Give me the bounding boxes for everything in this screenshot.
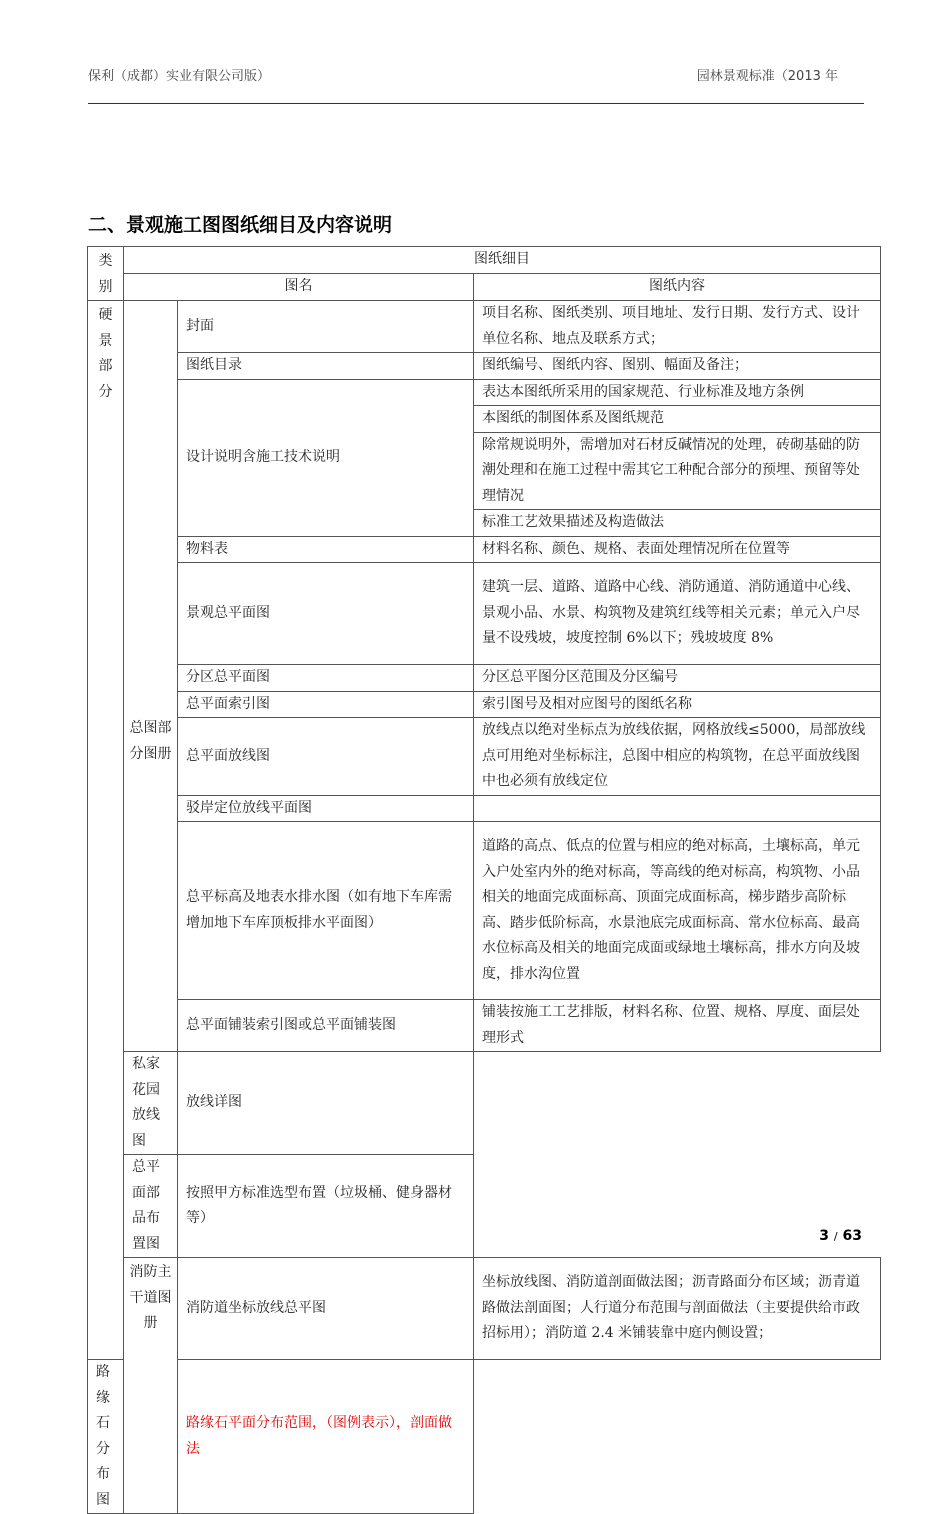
drawing-content: 放线点以绝对坐标点为放线依据，网格放线≤5000，局部放线点可用绝对坐标标注，总图中相应的构筑物，在总平面放线图中也必须有放线定位: [474, 718, 881, 796]
column-header-content: 图纸内容: [474, 274, 881, 301]
drawing-content: 材料名称、颜色、规格、表面处理情况所在位置等: [474, 536, 881, 563]
header-divider: [88, 103, 864, 104]
table-row: [88, 1360, 881, 1514]
table-row: [88, 301, 881, 353]
drawing-content: 按照甲方标准选型布置（垃圾桶、健身器材等）: [178, 1155, 474, 1258]
drawing-content: 本图纸的制图体系及图纸规范: [474, 406, 881, 433]
drawing-name: 路缘石分布图: [88, 1360, 124, 1514]
page-separator: /: [833, 1230, 838, 1243]
drawing-content: 建筑一层、道路、道路中心线、消防通道、消防通道中心线、景观小品、水景、构筑物及建筑红线等相关元素；单元入户尽量不设残坡，坡度控制 6%以下；残坡坡度 8%: [474, 563, 881, 665]
drawing-name: 总平面索引图: [178, 691, 474, 718]
drawing-content-highlight: 路缘石平面分布范围，（图例表示），剖面做法: [178, 1360, 474, 1514]
table-row: [88, 691, 881, 718]
page-number: [819, 1228, 862, 1244]
drawing-name: 物料表: [178, 536, 474, 563]
table-row: [88, 1052, 881, 1155]
column-header-detail: 图纸细目: [124, 247, 881, 274]
header-document-title: 园林景观标准（2013 年: [696, 69, 838, 84]
page-total: 63: [842, 1228, 862, 1244]
drawing-content: [474, 795, 881, 822]
drawing-content: 坐标放线图、消防道剖面做法图；沥青路面分布区域；沥青道路做法剖面图；人行道分布范围与剖面做法（主要提供给市政招标用）；消防道 2.4 米铺装靠中庭内侧设置；: [474, 1258, 881, 1360]
drawing-content: 除常规说明外，需增加对石材反碱情况的处理，砖砌基础的防潮处理和在施工过程中需其它工种配合部分的预埋、预留等处理情况: [474, 432, 881, 510]
drawing-content: 放线详图: [178, 1052, 474, 1155]
drawing-name: 消防道坐标放线总平图: [178, 1258, 474, 1360]
drawing-name: 图纸目录: [178, 353, 474, 380]
table-row: [88, 1155, 881, 1258]
drawing-name: 总平面铺装索引图或总平面铺装图: [178, 1000, 474, 1052]
header-company: 保利（成都）实业有限公司版）: [88, 69, 271, 84]
table-row: [88, 379, 881, 406]
table-row: [88, 1258, 881, 1360]
drawing-content: 标准工艺效果描述及构造做法: [474, 510, 881, 537]
drawing-name: 总平标高及地表水排水图（如有地下车库需增加地下车库顶板排水平面图）: [178, 822, 474, 1000]
table-row: [88, 795, 881, 822]
drawing-name: 景观总平面图: [178, 563, 474, 665]
table-row: [88, 353, 881, 380]
drawing-content: 道路的高点、低点的位置与相应的绝对标高，土壤标高，单元入户处室内外的绝对标高，等高线的绝对标高，构筑物、小品相关的地面完成面标高、顶面完成面标高，梯步踏步高阶标高、踏步低阶标高，水景池底完成面标高、常水位标高、最高水位标高及相关的地面完成面或绿地土壤标高，排水方向及坡度，排水沟位置: [474, 822, 881, 1000]
drawing-content: 表达本图纸所采用的国家规范、行业标准及地方条例: [474, 379, 881, 406]
drawing-content: 项目名称、图纸类别、项目地址、发行日期、发行方式、设计单位名称、地点及联系方式；: [474, 301, 881, 353]
table-row: [88, 1000, 881, 1052]
group-blank: [124, 301, 178, 433]
drawing-content: 索引图号及相对应图号的图纸名称: [474, 691, 881, 718]
table-row: [88, 718, 881, 796]
column-header-category: 类别: [88, 247, 124, 301]
drawing-name: 总平面部品布置图: [124, 1155, 178, 1258]
table-row: [88, 665, 881, 692]
table-subheader-row: [88, 274, 881, 301]
drawing-name: 私家花园放线图: [124, 1052, 178, 1155]
table-row: [88, 822, 881, 1000]
drawing-name: 驳岸定位放线平面图: [178, 795, 474, 822]
group-general-drawings: 总图部分图册: [124, 432, 178, 1052]
page-current: 3: [819, 1228, 830, 1244]
drawing-spec-table: [87, 246, 881, 1514]
drawing-name: 总平面放线图: [178, 718, 474, 796]
table-row: [88, 563, 881, 665]
drawing-name: 封面: [178, 301, 474, 353]
table-header-row: [88, 247, 881, 274]
drawing-content: 铺装按施工工艺排版，材料名称、位置、规格、厚度、面层处理形式: [474, 1000, 881, 1052]
drawing-name: 分区总平面图: [178, 665, 474, 692]
drawing-content: 图纸编号、图纸内容、图别、幅面及备注；: [474, 353, 881, 380]
section-title: 二、景观施工图图纸细目及内容说明: [88, 214, 393, 236]
group-fire-road-drawings: 消防主干道图册: [124, 1258, 178, 1514]
category-hardscape: 硬景部分: [88, 301, 124, 1360]
drawing-name: 设计说明含施工技术说明: [178, 379, 474, 536]
column-header-name: 图名: [124, 274, 474, 301]
drawing-content: 分区总平图分区范围及分区编号: [474, 665, 881, 692]
table-row: [88, 536, 881, 563]
